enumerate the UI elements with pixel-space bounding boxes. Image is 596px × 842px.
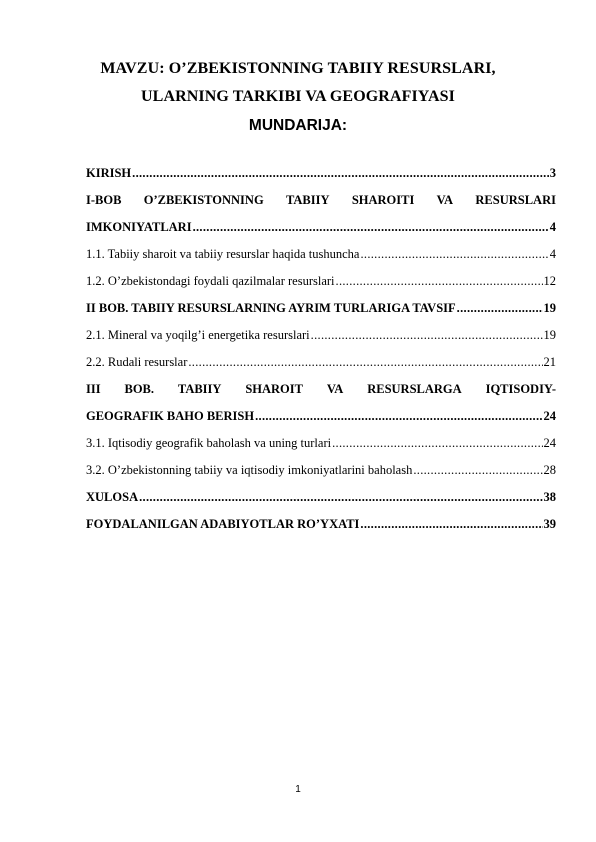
toc-entry-text: GEOGRAFIK BAHO BERISH: [86, 409, 255, 423]
toc-entry-xulosa[interactable]: [86, 484, 556, 511]
toc-leader-dots: [132, 160, 549, 187]
toc-entry-text: FOYDALANILGAN ADABIYOTLAR RO’YXATI: [86, 517, 360, 531]
toc-word: RESURSLARGA: [367, 382, 462, 396]
toc-leader-dots: [311, 322, 543, 349]
toc-entry-3-1[interactable]: [86, 430, 556, 457]
toc-word: VA: [436, 193, 454, 207]
toc-word: BOB.: [124, 382, 155, 396]
toc-entry-first-line: [86, 376, 556, 403]
toc-word: VA: [326, 382, 344, 396]
toc-entry-3-2[interactable]: [86, 457, 556, 484]
toc-entry-text: 1.2. O’zbekistondagi foydali qazilmalar resurslari: [86, 274, 335, 288]
table-of-contents: [86, 160, 556, 538]
toc-word: RESURSLARI: [475, 193, 556, 207]
toc-leader-dots: [360, 511, 542, 538]
toc-entry-page: 4: [549, 247, 556, 261]
toc-entry-1-1[interactable]: [86, 241, 556, 268]
toc-entry-chapter-3[interactable]: [86, 376, 556, 430]
toc-entry-page: 38: [543, 490, 556, 504]
toc-word: TABIIY: [285, 193, 330, 207]
toc-word: I-BOB: [86, 193, 122, 207]
toc-leader-dots: [255, 403, 542, 430]
title-line-1: MAVZU: O’ZBEKISTONNING TABIIY RESURSLARI,: [100, 60, 496, 77]
toc-entry-page: 24: [543, 436, 556, 450]
toc-entry-text: 1.1. Tabiiy sharoit va tabiiy resurslar haqida tushuncha: [86, 247, 360, 261]
toc-word: IQTISODIY-: [485, 382, 556, 396]
toc-entry-1-2[interactable]: [86, 268, 556, 295]
page-number: 1: [295, 784, 301, 795]
title-line-2: ULARNING TARKIBI VA GEOGRAFIYASI: [141, 88, 455, 105]
toc-entry-text: XULOSA: [86, 490, 139, 504]
toc-entry-page: 19: [543, 328, 556, 342]
toc-word: O’ZBEKISTONNING: [143, 193, 264, 207]
toc-entry-text: 3.2. O’zbekistonning tabiiy va iqtisodiy imkoniyatlarini baholash: [86, 463, 413, 477]
toc-heading: MUNDARIJA:: [248, 117, 348, 134]
toc-entry-text: IMKONIYATLARI: [86, 220, 192, 234]
toc-entry-text: II BOB. TABIIY RESURSLARNING AYRIM TURLARIGA TAVSIF: [86, 301, 456, 315]
toc-word: SHAROITI: [351, 193, 415, 207]
toc-leader-dots: [332, 430, 542, 457]
toc-entry-page: 21: [543, 355, 556, 369]
toc-leader-dots: [188, 349, 542, 376]
toc-entry-2-1[interactable]: [86, 322, 556, 349]
toc-entry-chapter-1[interactable]: [86, 187, 556, 241]
toc-word: III: [86, 382, 101, 396]
toc-leader-dots: [457, 295, 543, 322]
toc-word: SHAROIT: [245, 382, 303, 396]
toc-entry-text: 2.2. Rudali resurslar: [86, 355, 188, 369]
toc-entry-text: 3.1. Iqtisodiy geografik baholash va uning turlari: [86, 436, 332, 450]
toc-entry-text: KIRISH: [86, 166, 132, 180]
toc-entry-page: 12: [543, 274, 556, 288]
toc-entry-references[interactable]: [86, 511, 556, 538]
toc-entry-first-line: [86, 187, 556, 214]
toc-entry-page: 3: [549, 166, 556, 180]
toc-leader-dots: [139, 484, 542, 511]
toc-entry-page: 4: [549, 220, 556, 234]
toc-leader-dots: [360, 241, 548, 268]
toc-entry-page: 39: [543, 517, 556, 531]
toc-leader-dots: [413, 457, 542, 484]
toc-entry-page: 24: [543, 409, 556, 423]
toc-entry-text: 2.1. Mineral va yoqilg’i energetika resurslari: [86, 328, 310, 342]
toc-entry-2-2[interactable]: [86, 349, 556, 376]
toc-entry-chapter-2[interactable]: [86, 295, 556, 322]
toc-entry-page: 28: [543, 463, 556, 477]
toc-leader-dots: [193, 214, 549, 241]
toc-entry-kirish[interactable]: [86, 160, 556, 187]
toc-leader-dots: [336, 268, 543, 295]
toc-word: TABIIY: [177, 382, 222, 396]
toc-entry-page: 19: [543, 301, 556, 315]
